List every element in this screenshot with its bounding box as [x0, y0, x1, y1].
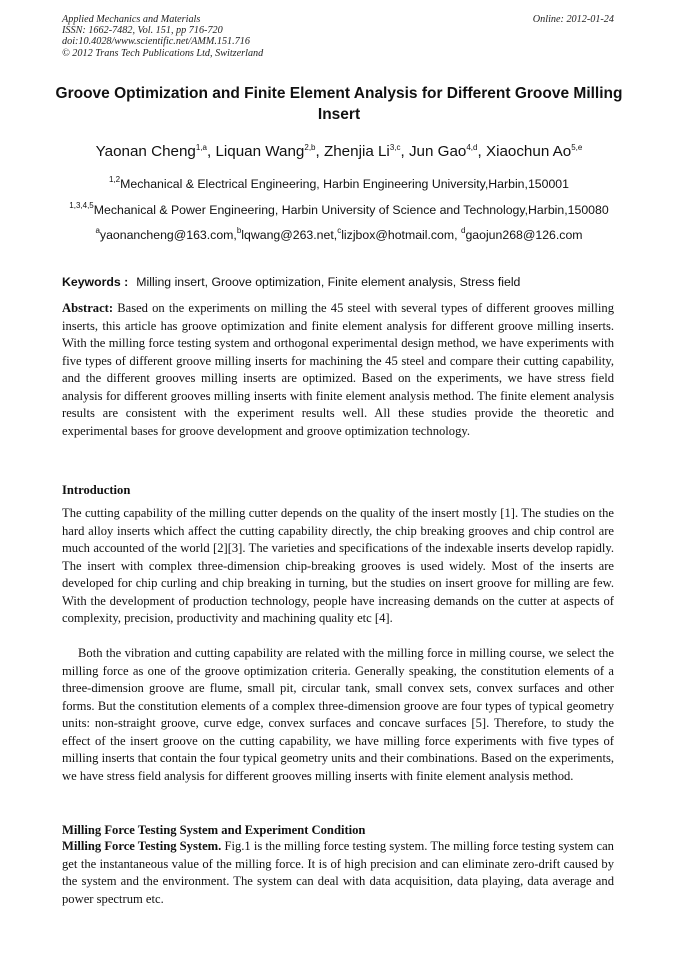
online-date: Online: 2012-01-24: [532, 14, 614, 25]
author-sup: 1,a: [195, 143, 207, 152]
section-text: Fig.1 is the milling force testing system. The milling force testing system can get the instantaneous value of the milling force. It is of high precision and can eliminate zero-drift caused by the system and the environment. The system can deal with data acquisition, data playing, data average and power spectrum etc.: [62, 839, 614, 906]
author-name: Zhenjia Li: [323, 143, 390, 160]
paper-title: Groove Optimization and Finite Element Analysis for Different Groove Milling Insert: [55, 85, 623, 123]
abstract-text: Based on the experiments on milling the 45 steel with several types of different grooves milling inserts, this article has groove optimization and finite element analysis for different groove milling inserts. With the milling force testing system and orthogonal experimental design method, we have experiments with five types of different groove milling inserts for machining the 45 steel and compare their cutting capability, and the different grooves milling inserts are optimized. Based on the experiments, we have stress field analysis for different grooves milling inserts with finite element analysis method. The finite element analysis results are consistent with the experiment results well. All these studies provide the theoretic and experimental bases for groove development and groove optimization technology.: [62, 301, 614, 438]
affiliation-text: Mechanical & Electrical Engineering, Harbin Engineering University,Harbin,150001: [120, 177, 569, 191]
email-sup: d: [460, 226, 466, 235]
email-link[interactable]: lqwang@263.net,: [241, 228, 338, 242]
introduction-paragraph-2: Both the vibration and cutting capability are related with the milling force in milling course, we select the milling force as one of the groove optimization criteria. Generally speaking, the constitution elements of a three-dimension groove are flume, small pit, circular tank, small convex sets, convex surfaces and other forms. But the constitution elements of a complex three-dimension groove are four types of typical geometry units: non-straight groove, curve edge, convex surfaces and concave surfaces [5]. Therefore, to study the effect of the insert groove on the cutting capability, we have milling force experiments with five types of milling inserts that contain the four typical geometry units and their combinations. Based on the experiments, we have stress field analysis for different grooves milling inserts with finite element analysis method.: [62, 646, 614, 783]
affiliation-sup: 1,2: [109, 175, 121, 184]
abstract-label: Abstract:: [62, 301, 114, 315]
section-heading: Milling Force Testing System and Experiment Condition: [62, 823, 366, 837]
author-name: Liquan Wang: [215, 143, 305, 160]
copyright-line: © 2012 Trans Tech Publications Ltd, Switzerland: [62, 47, 264, 59]
email-link[interactable]: lizjbox@hotmail.com,: [341, 228, 461, 242]
email-sup: c: [337, 226, 342, 235]
email-line: [20, 228, 658, 243]
keywords-line: [62, 274, 520, 290]
email-sup: a: [95, 226, 100, 235]
introduction-paragraph-1: The cutting capability of the milling cutter depends on the quality of the insert mostly [1]. The studies on the hard alloy inserts which affect the cutting capability directly, the chip breaking grooves and chip control are much accounted of the world [2][3]. The varieties and specifications of the indexable inserts develop rapidly. The insert with complex three-dimension chip-breaking grooves is used widely. Most of the inserts are developed for chip curling and chip breaking in turning, but the studies on insert groove for milling are few. With the development of production technology, people have increasing demands on the cutter at aspects of complexity, precision, productivity and machining quality etc [4].: [62, 506, 614, 625]
author-name: Yaonan Cheng: [95, 143, 196, 160]
email-link[interactable]: gaojun268@126.com: [465, 228, 583, 242]
affiliation-sup: 1,3,4,5: [69, 201, 94, 210]
introduction-heading: Introduction: [62, 483, 131, 497]
author-sup: 5,e: [571, 143, 583, 152]
email-sup: b: [236, 226, 242, 235]
affiliation-1: [20, 177, 658, 192]
journal-name: Applied Mechanics and Materials: [62, 14, 201, 25]
author-name: Jun Gao: [408, 143, 467, 160]
author-list: Yaonan Cheng$^{1,a}$, Liquan Wang$^{2,b}$, Zhenjia Li$^{3,c}$, Jun Gao$^{4,d}$, Xiaochun Ao$^{5,e}$: [95, 143, 583, 160]
author-sup: 2,b: [304, 143, 316, 152]
email-link[interactable]: yaonancheng@163.com,: [99, 228, 237, 242]
keywords-text: Milling insert, Groove optimization, Finite element analysis, Stress field: [136, 275, 521, 289]
abstract-paragraph: [62, 300, 614, 440]
journal-header: [62, 14, 263, 59]
subsection-heading: Milling Force Testing System.: [62, 839, 222, 853]
section-paragraph: [62, 838, 614, 908]
author-sup: 4,d: [466, 143, 478, 152]
author-name: Xiaochun Ao: [485, 143, 572, 160]
keywords-label: Keywords :: [62, 275, 129, 289]
affiliation-2: [20, 203, 658, 218]
issn-line: ISSN: 1662-7482, Vol. 151, pp 716-720: [62, 25, 223, 37]
affiliation-text: Mechanical & Power Engineering, Harbin University of Science and Technology,Harbin,150080: [93, 203, 609, 217]
author-sup: 3,c: [389, 143, 401, 152]
doi-line: doi:10.4028/www.scientific.net/AMM.151.716: [62, 36, 250, 48]
